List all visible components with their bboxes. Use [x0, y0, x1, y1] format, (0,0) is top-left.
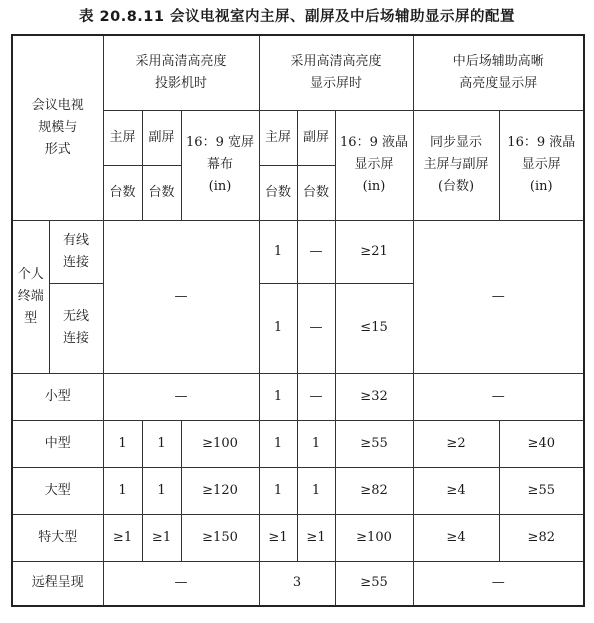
cell-medium-projector-size: ≥100 — [181, 420, 259, 467]
table-row — [12, 420, 584, 467]
cell-large-display-main: 1 — [259, 467, 297, 514]
row-label-remote: 远程呈现 — [12, 561, 103, 606]
table-caption: 表 20.8.11 会议电视室内主屏、副屏及中后场辅助显示屏的配置 — [78, 9, 516, 25]
cell-medium-aux-sync: ≥2 — [413, 420, 499, 467]
cell-xlarge-projector-size: ≥150 — [181, 514, 259, 561]
cell-small-display-main: 1 — [259, 373, 297, 420]
cell-xlarge-display-sub: ≥1 — [297, 514, 335, 561]
header-projector-sub-unit: 台数 — [142, 165, 181, 220]
cell-large-aux-sync: ≥4 — [413, 467, 499, 514]
cell-remote-aux: — — [413, 561, 584, 606]
row-label-large: 大型 — [12, 467, 103, 514]
cell-personal-projector: — — [103, 220, 259, 373]
header-aux-lcd-screen: 16：9 液晶 显示屏 (in) — [499, 110, 584, 220]
header-projector-main-unit: 台数 — [103, 165, 142, 220]
cell-large-projector-sub: 1 — [142, 467, 181, 514]
cell-wired-display-sub: — — [297, 220, 335, 283]
cell-remote-display-size: ≥55 — [335, 561, 413, 606]
cell-personal-aux: — — [413, 220, 584, 373]
table-row — [12, 561, 584, 606]
row-label-wired: 有线 连接 — [49, 220, 103, 283]
config-table — [11, 34, 585, 607]
row-label-wireless: 无线 连接 — [49, 283, 103, 373]
header-display-sub: 副屏 — [297, 110, 335, 165]
header-display-sub-unit: 台数 — [297, 165, 335, 220]
cell-xlarge-display-main: ≥1 — [259, 514, 297, 561]
table-row — [12, 220, 584, 283]
cell-small-projector: — — [103, 373, 259, 420]
cell-wired-display-size: ≥21 — [335, 220, 413, 283]
row-label-medium: 中型 — [12, 420, 103, 467]
cell-xlarge-display-size: ≥100 — [335, 514, 413, 561]
cell-large-aux-size: ≥55 — [499, 467, 584, 514]
header-group-aux: 中后场辅助高晰 高亮度显示屏 — [413, 35, 584, 110]
row-label-small: 小型 — [12, 373, 103, 420]
header-group-projector: 采用高清高亮度 投影机时 — [103, 35, 259, 110]
cell-medium-projector-sub: 1 — [142, 420, 181, 467]
cell-large-projector-main: 1 — [103, 467, 142, 514]
header-projector-sub: 副屏 — [142, 110, 181, 165]
header-sync-display: 同步显示 主屏与副屏 (台数) — [413, 110, 499, 220]
cell-xlarge-projector-sub: ≥1 — [142, 514, 181, 561]
cell-xlarge-aux-size: ≥82 — [499, 514, 584, 561]
header-scale-form: 会议电视 规模与 形式 — [12, 35, 103, 220]
header-projector-main: 主屏 — [103, 110, 142, 165]
cell-remote-projector: — — [103, 561, 259, 606]
cell-wired-display-main: 1 — [259, 220, 297, 283]
cell-wireless-display-sub: — — [297, 283, 335, 373]
cell-large-display-sub: 1 — [297, 467, 335, 514]
cell-large-display-size: ≥82 — [335, 467, 413, 514]
cell-xlarge-aux-sync: ≥4 — [413, 514, 499, 561]
header-lcd-screen: 16：9 液晶 显示屏 (in) — [335, 110, 413, 220]
header-group-display: 采用高清高亮度 显示屏时 — [259, 35, 413, 110]
cell-large-projector-size: ≥120 — [181, 467, 259, 514]
table-row — [12, 514, 584, 561]
cell-medium-display-main: 1 — [259, 420, 297, 467]
row-label-xlarge: 特大型 — [12, 514, 103, 561]
cell-small-aux: — — [413, 373, 584, 420]
table-row — [12, 467, 584, 514]
cell-medium-projector-main: 1 — [103, 420, 142, 467]
cell-small-display-sub: — — [297, 373, 335, 420]
cell-xlarge-projector-main: ≥1 — [103, 514, 142, 561]
header-wide-screen: 16：9 宽屏 幕布 (in) — [181, 110, 259, 220]
row-group-personal: 个人 终端 型 — [12, 220, 49, 373]
cell-remote-display-count: 3 — [259, 561, 335, 606]
header-display-main-unit: 台数 — [259, 165, 297, 220]
table-row — [12, 373, 584, 420]
cell-wireless-display-main: 1 — [259, 283, 297, 373]
cell-medium-display-size: ≥55 — [335, 420, 413, 467]
cell-small-display-size: ≥32 — [335, 373, 413, 420]
header-display-main: 主屏 — [259, 110, 297, 165]
cell-medium-display-sub: 1 — [297, 420, 335, 467]
cell-wireless-display-size: ≤15 — [335, 283, 413, 373]
cell-medium-aux-size: ≥40 — [499, 420, 584, 467]
